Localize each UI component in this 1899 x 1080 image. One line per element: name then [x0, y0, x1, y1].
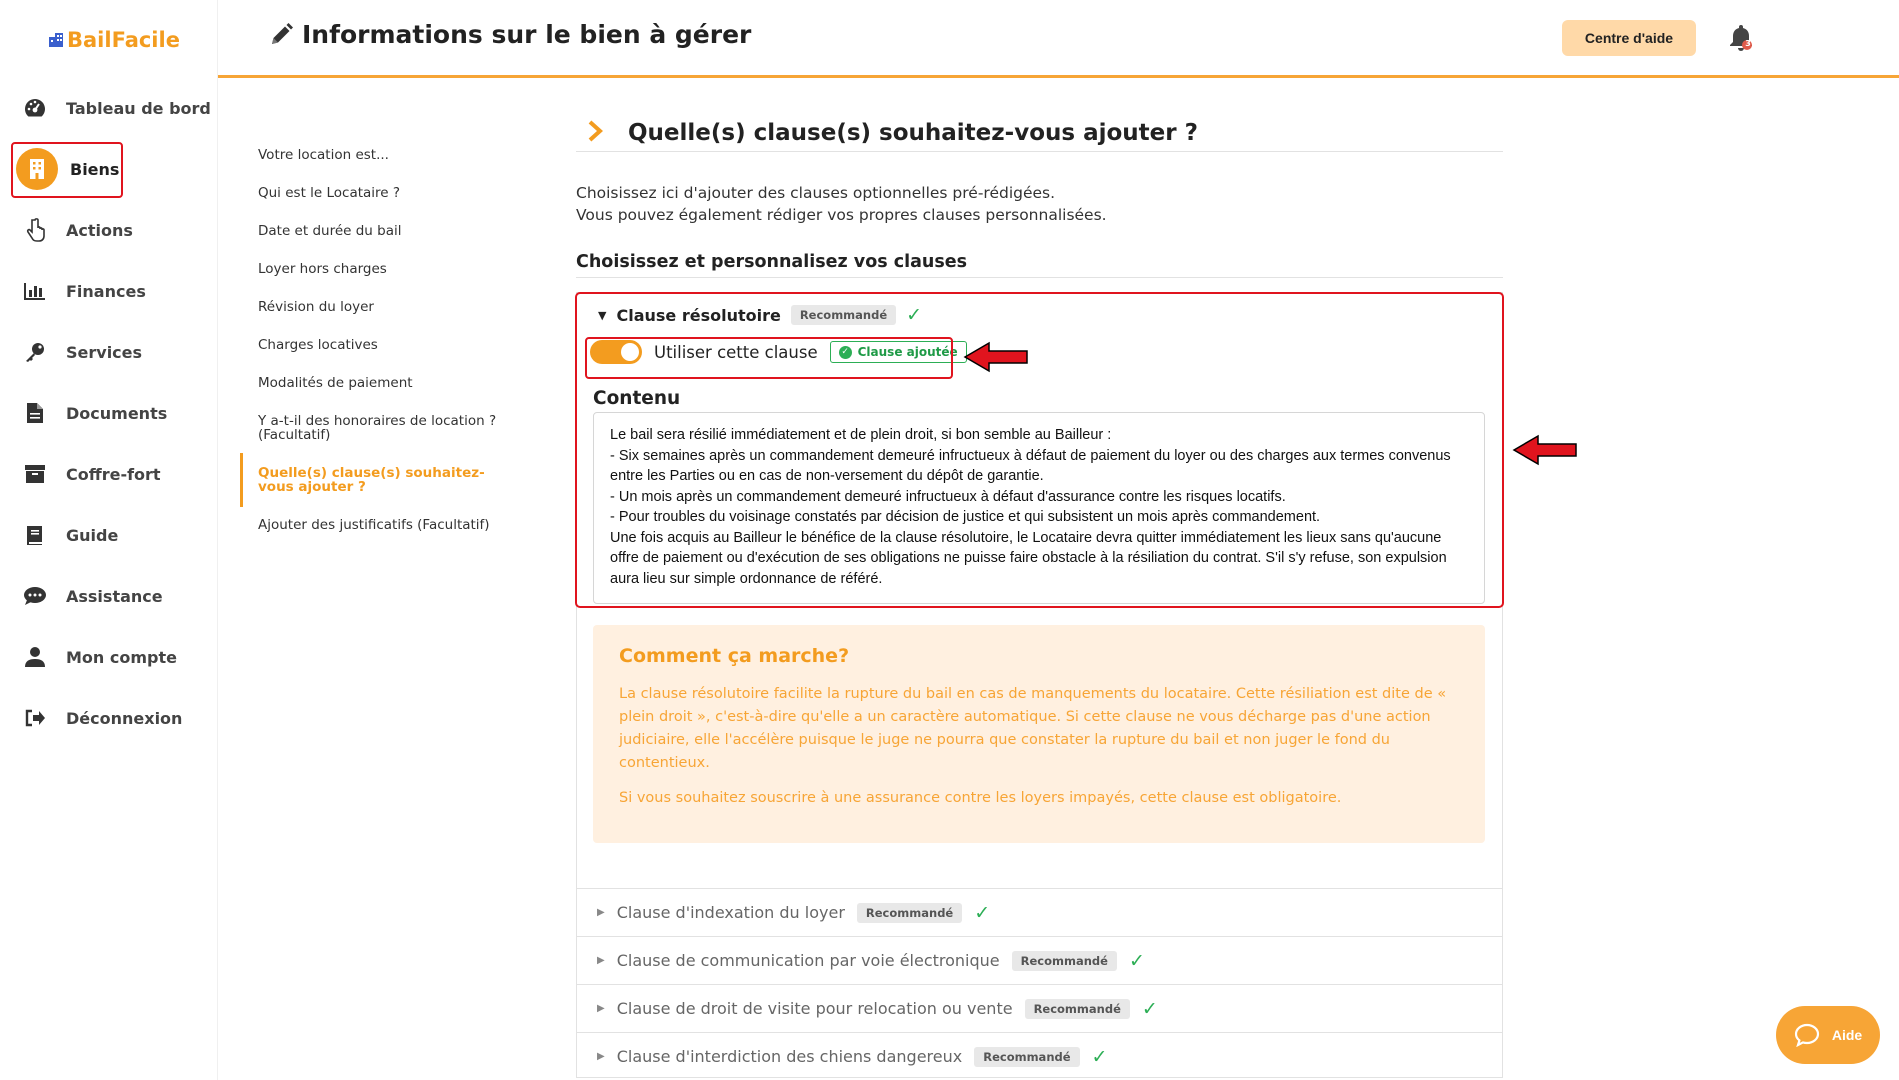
- sidebar-item-guide[interactable]: [22, 515, 118, 555]
- page-title: [268, 20, 751, 49]
- recommended-badge: Recommandé: [1012, 951, 1117, 971]
- sidebar-item-deconnexion[interactable]: [22, 698, 182, 738]
- document-icon: [22, 400, 48, 426]
- sidebar-item-label: Coffre-fort: [66, 464, 161, 484]
- clause-title: Clause d'interdiction des chiens dangereux: [616, 1047, 963, 1066]
- active-step-indicator: [240, 453, 243, 507]
- sidebar-item-label: Déconnexion: [66, 708, 183, 728]
- sidebar-item-label: Actions: [66, 220, 133, 240]
- caret-right-icon: ▶: [597, 1003, 605, 1014]
- sidebar: [0, 0, 218, 1080]
- use-clause-label: Utiliser cette clause: [654, 342, 818, 362]
- step-paiement[interactable]: Modalités de paiement: [258, 375, 413, 391]
- chevron-right-icon: [588, 116, 604, 149]
- content-heading: Contenu: [593, 388, 681, 409]
- app-logo[interactable]: [48, 28, 180, 52]
- clause-visite-row[interactable]: [577, 984, 1502, 1032]
- chat-bubble-icon: [1794, 1023, 1820, 1047]
- how-it-works-text: La clause résolutoire facilite la rupture du bail en cas de manquements du locataire. Cette résiliation est dite de « plein droit », c'est-à-dire qu'elle a un caractère automatique. Si cette clause ne vous décharge pas d'une action judiciaire, elle l'accélère puisque le juge ne pourra que constater la rupture du bail et non juger le fond du contentieux.: [619, 686, 1447, 771]
- use-clause-row: [590, 340, 967, 364]
- check-icon: ✓: [1091, 1045, 1108, 1068]
- logout-icon: [22, 705, 48, 731]
- sidebar-item-actions[interactable]: [22, 210, 133, 250]
- sidebar-item-mon-compte[interactable]: [22, 637, 177, 677]
- help-center-button[interactable]: Centre d'aide: [1562, 20, 1696, 56]
- clause-communication-row[interactable]: [577, 936, 1502, 984]
- clause-title: Clause d'indexation du loyer: [616, 903, 845, 922]
- user-icon: [22, 644, 48, 670]
- recommended-badge: Recommandé: [857, 903, 962, 923]
- app-name: BailFacile: [67, 28, 180, 52]
- section-title: [588, 116, 1198, 149]
- step-justificatifs[interactable]: Ajouter des justificatifs (Facultatif): [258, 517, 490, 533]
- recommended-badge: Recommandé: [1025, 999, 1130, 1019]
- chat-icon: [22, 583, 48, 609]
- chart-icon: [22, 278, 48, 304]
- aide-label: Aide: [1831, 1027, 1863, 1043]
- page-title-text: Informations sur le bien à gérer: [302, 20, 752, 49]
- check-icon: ✓: [1128, 949, 1145, 972]
- step-loyer[interactable]: Loyer hors charges: [258, 261, 387, 277]
- how-it-works-text: Si vous souhaitez souscrire à une assurance contre les loyers impayés, cette clause est obligatoire.: [619, 790, 1342, 806]
- notification-count: 3: [1745, 39, 1751, 48]
- sidebar-item-label: Assistance: [66, 586, 163, 606]
- caret-right-icon: ▶: [597, 955, 605, 966]
- sidebar-item-label: Biens: [70, 159, 120, 179]
- how-it-works-heading: Comment ça marche?: [619, 645, 850, 667]
- annotation-arrow-icon: [963, 340, 1029, 374]
- annotation-arrow-icon: [1512, 433, 1578, 467]
- divider: [576, 151, 1503, 152]
- caret-right-icon: ▶: [597, 1051, 605, 1062]
- clause-indexation-row[interactable]: [577, 888, 1502, 936]
- step-clauses[interactable]: Quelle(s) clause(s) souhaitez-vous ajouter ?: [258, 465, 485, 495]
- section-title-text: Quelle(s) clause(s) souhaitez-vous ajouter ?: [628, 119, 1198, 146]
- intro-line: Vous pouvez également rédiger vos propres clauses personnalisées.: [576, 206, 1107, 224]
- book-icon: [22, 522, 48, 548]
- step-revision[interactable]: Révision du loyer: [258, 299, 374, 315]
- intro-text: [576, 182, 1107, 226]
- sidebar-item-label: Mon compte: [66, 647, 177, 667]
- sidebar-item-assistance[interactable]: [22, 576, 163, 616]
- how-it-works-box: [593, 625, 1485, 843]
- clause-added-label: Clause ajoutée: [857, 345, 958, 359]
- clause-chiens-row[interactable]: [577, 1032, 1502, 1080]
- step-charges[interactable]: Charges locatives: [258, 337, 378, 353]
- step-locataire[interactable]: Qui est le Locataire ?: [258, 185, 401, 201]
- clause-resolutoire-header[interactable]: [598, 304, 922, 326]
- check-icon: ✓: [974, 901, 991, 924]
- clauses-heading: Choisissez et personnalisez vos clauses: [576, 252, 968, 272]
- clause-title: Clause de communication par voie électronique: [616, 951, 1000, 970]
- step-date-duree[interactable]: Date et durée du bail: [258, 223, 402, 239]
- clause-content-textarea[interactable]: Le bail sera résilié immédiatement et de plein droit, si bon semble au Bailleur : - Six semaines après un commandement demeuré infructueux à défaut de paiement du loyer ou des charges aux termes convenus entre les Parties ou en cas de non-versement du dépôt de garantie. - Un mois après un commandement demeuré infructueux à défaut d'assurance contre les risques locatifs. - Pour troubles du voisinage constatés par décision de justice et qui subsistent un mois après commandement. Une fois acquis au Bailleur le bénéfice de la clause résolutoire, le Locataire devra quitter immédiatement les lieux sans qu'aucune offre de paiement ou d'exécution de ses obligations ne puisse faire obstacle à la résiliation du contrat. S'il s'y refuse, son expulsion aura lieu sur simple ordonnance de référé.: [593, 412, 1485, 604]
- use-clause-toggle[interactable]: [590, 340, 642, 364]
- clause-title: Clause de droit de visite pour relocation ou vente: [616, 999, 1013, 1018]
- sidebar-item-label: Tableau de bord: [66, 98, 211, 118]
- sidebar-item-services[interactable]: [22, 332, 142, 372]
- sidebar-item-label: Finances: [66, 281, 146, 301]
- pencil-icon: [268, 22, 294, 48]
- step-location[interactable]: Votre location est...: [258, 147, 389, 163]
- divider: [576, 277, 1503, 278]
- sidebar-item-label: Services: [66, 342, 143, 362]
- recommended-badge: Recommandé: [791, 305, 896, 325]
- caret-down-icon: ▼: [598, 308, 607, 322]
- recommended-badge: Recommandé: [974, 1047, 1079, 1067]
- clause-title: Clause résolutoire: [616, 305, 781, 325]
- sidebar-item-finances[interactable]: [22, 271, 146, 311]
- sidebar-item-label: Documents: [66, 403, 168, 423]
- clause-added-badge: [830, 341, 967, 363]
- notifications-button[interactable]: [1726, 24, 1756, 54]
- check-icon: ✓: [1141, 997, 1158, 1020]
- building-icon: [16, 148, 58, 190]
- aide-chat-button[interactable]: [1776, 1006, 1880, 1064]
- sidebar-item-biens[interactable]: [22, 149, 119, 189]
- dashboard-icon: [22, 95, 48, 121]
- archive-icon: [22, 461, 48, 487]
- key-icon: [22, 339, 48, 365]
- pointer-icon: [22, 217, 48, 243]
- sidebar-item-coffre-fort[interactable]: [22, 454, 161, 494]
- top-header: [218, 0, 1899, 78]
- caret-right-icon: ▶: [597, 907, 605, 918]
- check-circle-icon: ✓: [839, 346, 852, 359]
- sidebar-item-documents[interactable]: [22, 393, 167, 433]
- step-honoraires[interactable]: Y a-t-il des honoraires de location ? (Facultatif): [258, 413, 497, 443]
- intro-line: Choisissez ici d'ajouter des clauses optionnelles pré-rédigées.: [576, 184, 1056, 202]
- sidebar-item-tableau-de-bord[interactable]: [22, 88, 211, 128]
- sidebar-item-label: Guide: [66, 525, 119, 545]
- building-logo-icon: [48, 32, 64, 48]
- check-icon: ✓: [906, 304, 923, 326]
